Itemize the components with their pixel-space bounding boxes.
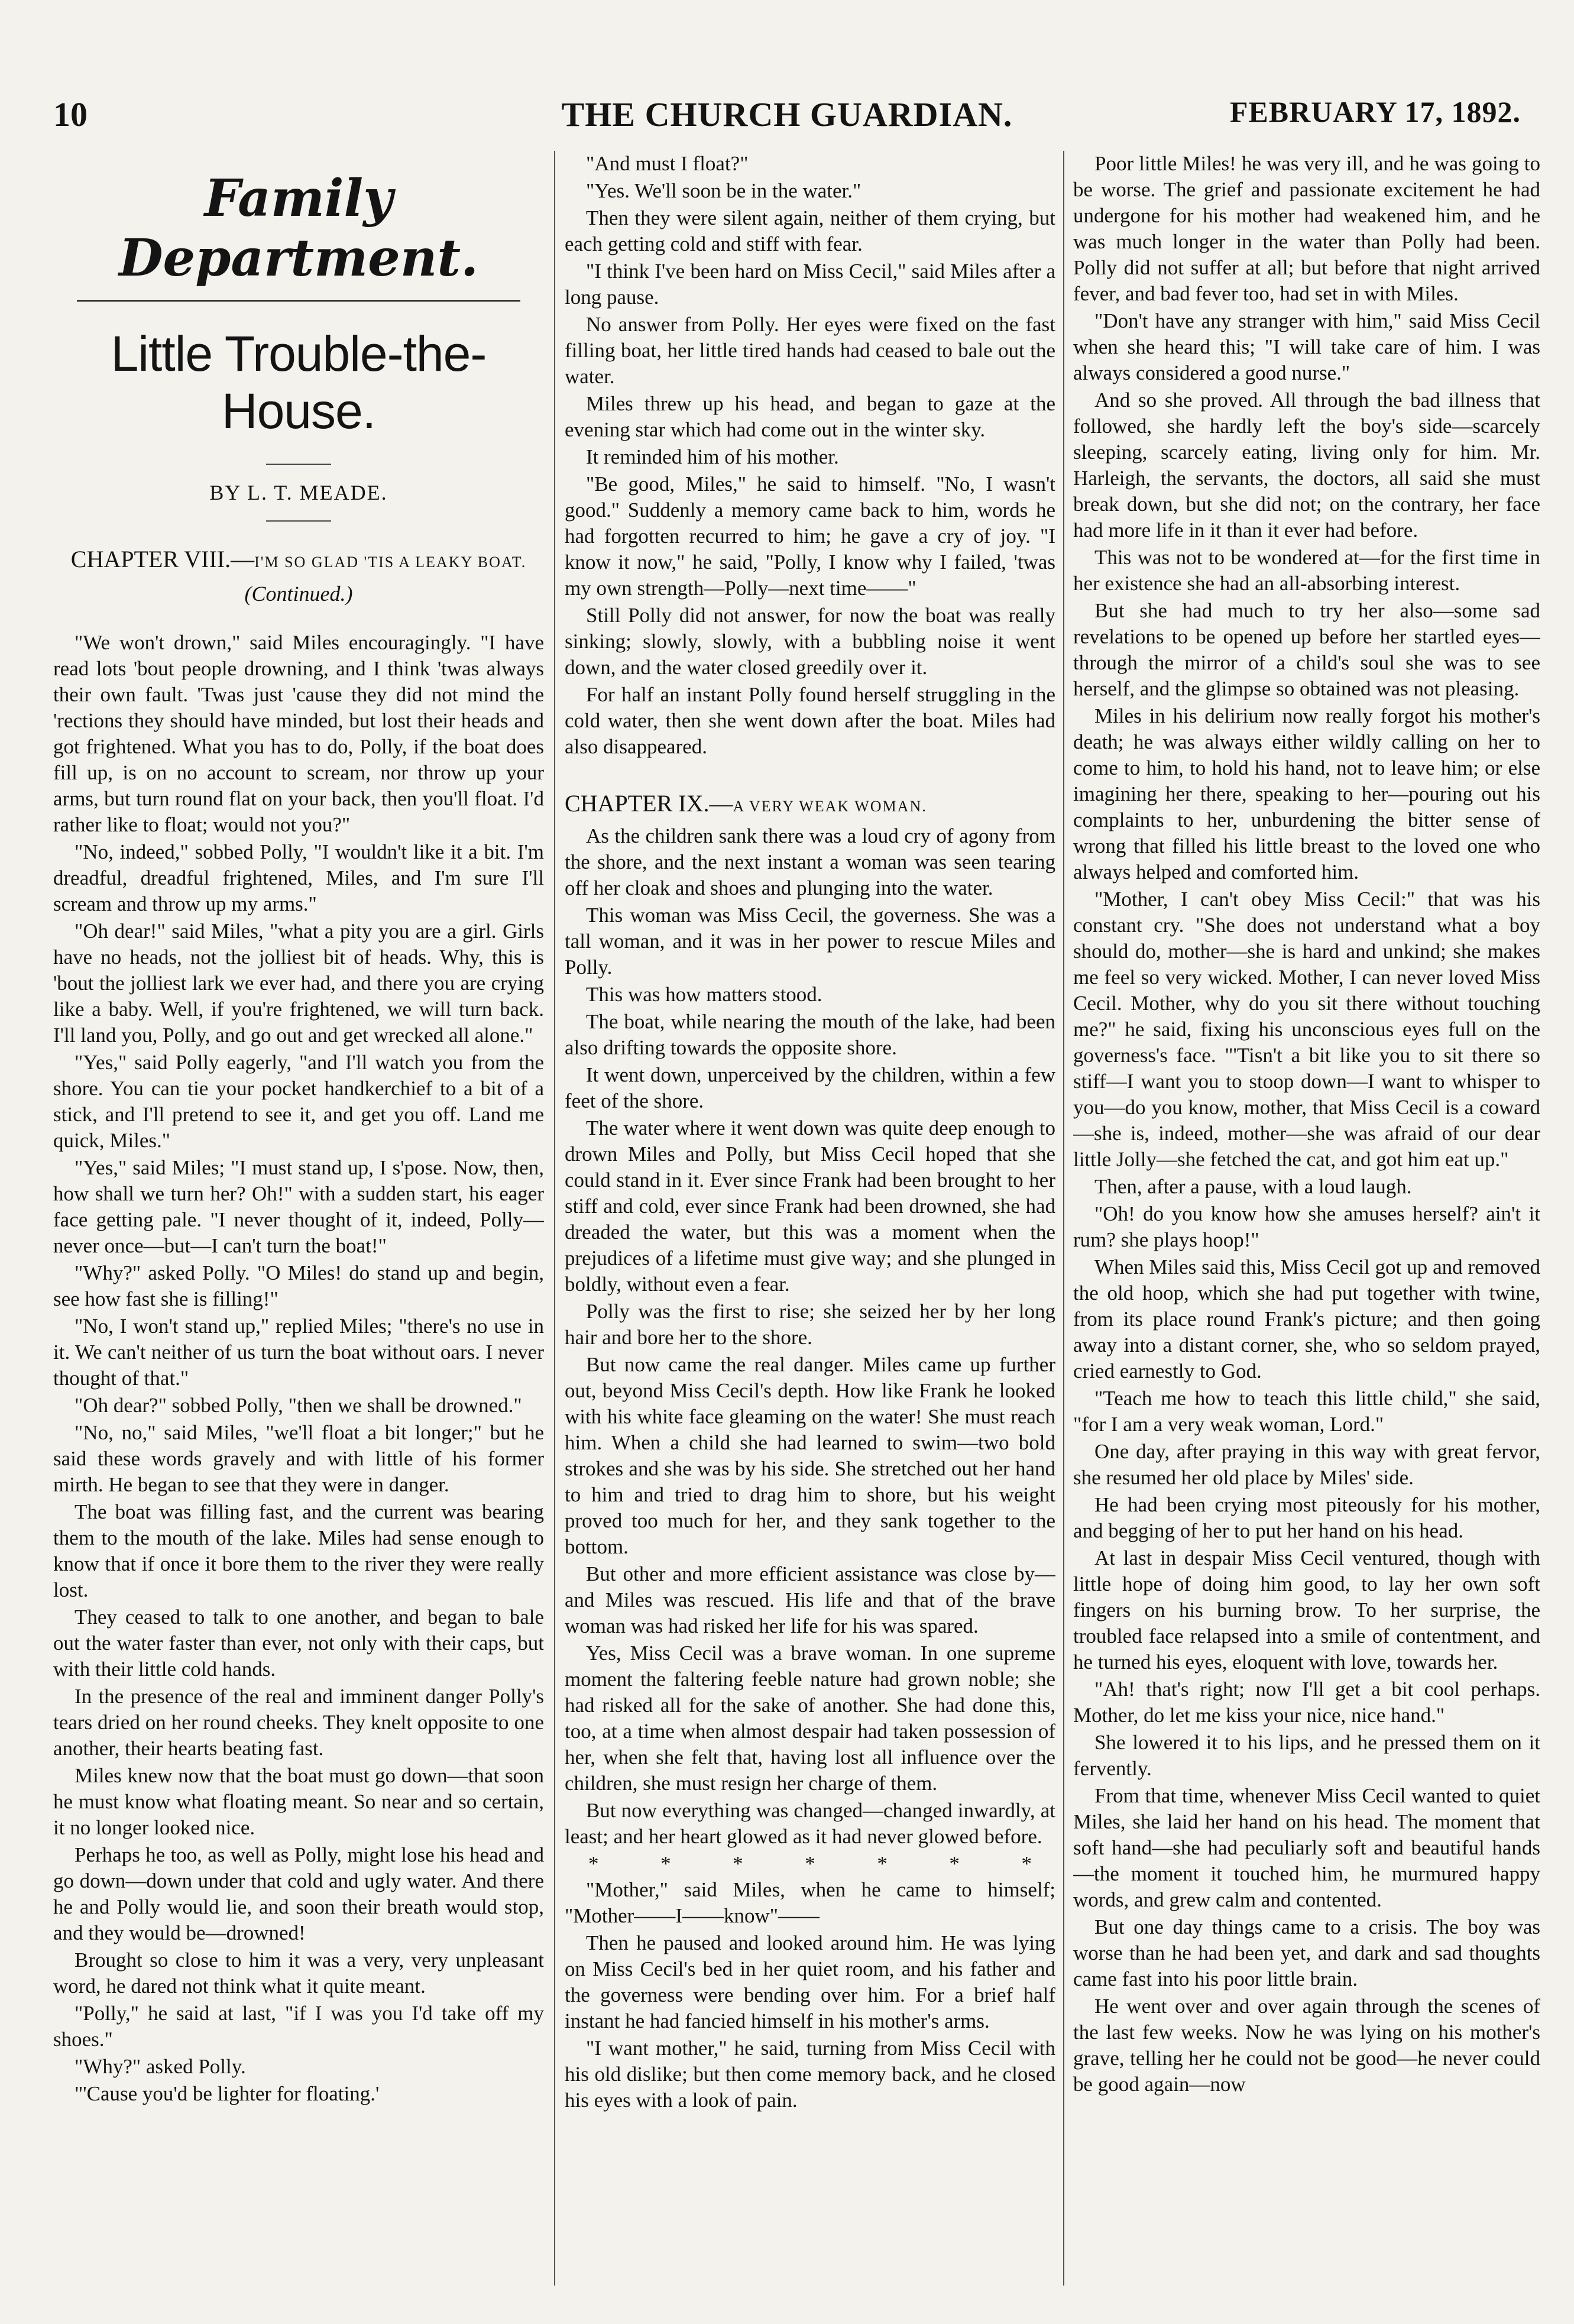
paragraph: "Ah! that's right; now I'll get a bit cool perhaps. Mother, do let me kiss your nice, nice hand." <box>1073 1678 1540 1727</box>
paragraph: Yes, Miss Cecil was a brave woman. In one supreme moment the faltering feeble nature had grown noble; she had risked all for the sake of another. She had done this, too, at a time when almost despair had taken possession of her, when she felt that, having lost all influence over the children, she must resign her charge of them. <box>565 1642 1055 1795</box>
paragraph: "Oh dear?" sobbed Polly, "then we shall be drowned." <box>75 1394 522 1417</box>
paragraph: But one day things came to a crisis. The boy was worse than he had been yet, and dark and sad thoughts came fast into his poor little brain. <box>1073 1915 1540 1990</box>
paragraph: "Don't have any stranger with him," said Miss Cecil when she heard this; "I will take care of him. I was always considered a good nurse." <box>1073 309 1540 384</box>
paragraph: Miles knew now that the boat must go down—that soon he must know what floating meant. So near and so certain, it no longer looked nice. <box>53 1764 544 1839</box>
paragraph: "I want mother," he said, turning from Miss Cecil with his old dislike; but then come memory back, and he closed his eyes with a look of pain. <box>565 2037 1055 2112</box>
column-rule <box>554 151 555 2286</box>
page-header <box>53 95 1521 142</box>
paragraph: "And must I float?" <box>586 152 749 175</box>
continued-note: (Continued.) <box>244 582 353 606</box>
paragraph-list <box>565 823 1055 1850</box>
paragraph: Miles in his delirium now really forgot his mother's death; he was always either wildly calling on her to come to him, to hold his hand, not to leave him; or else imagining her there, speaking to her—pouring out his complaints to her, unburdening the bitter sense of wrong that filled his little breast to the loved one who always helped and comforted him. <box>1073 704 1540 883</box>
section-break <box>565 1851 1055 1877</box>
paragraph: Polly was the first to rise; she seized her by her long hair and bore her to the shore. <box>565 1300 1055 1349</box>
paragraph: "Why?" asked Polly. <box>75 2055 246 2078</box>
paragraph: "No, indeed," sobbed Polly, "I wouldn't like it a bit. I'm dreadful, dreadful frightened, Miles, and I'm sure I'll scream and throw up my arms." <box>53 840 544 915</box>
paragraph: Then they were silent again, neither of them crying, but each getting cold and stiff with fear. <box>565 206 1055 255</box>
byline: BY L. T. MEADE. <box>209 481 388 504</box>
paragraph: But now everything was changed—changed inwardly, at least; and her heart glowed as it had never glowed before. <box>565 1799 1055 1848</box>
paragraph: "Polly," he said at last, "if I was you I'd take off my shoes." <box>53 2002 544 2051</box>
paragraph: "I think I've been hard on Miss Cecil," said Miles after a long pause. <box>565 260 1055 309</box>
divider <box>266 520 331 522</box>
paragraph: But other and more efficient assistance was close by—and Miles was rescued. His life and that of the brave woman was had risked her life for his was spared. <box>565 1562 1055 1637</box>
paragraph: It went down, unperceived by the children, within a few feet of the shore. <box>565 1063 1055 1112</box>
paragraph-list <box>1073 151 1540 2098</box>
star: * <box>1021 1852 1032 1875</box>
divider <box>266 464 331 465</box>
paragraph: The boat was filling fast, and the current was bearing them to the mouth of the lake. Miles had sense enough to know that if once it bore them to the river they were really lost. <box>53 1500 544 1601</box>
paragraph: "We won't drown," said Miles encouragingly. "I have read lots 'bout people drowning, and I think 'twas always their own fault. 'Twas just 'cause they did not mind the 'rections they should have minded, but lost their heads and got frightened. What you has to do, Polly, if the boat does fill up, is on no account to scream, nor throw up your arms, but turn round flat on your back, then you'll float. I'd rather like to float; would not you?" <box>53 631 544 836</box>
paragraph: Still Polly did not answer, for now the boat was really sinking; slowly, slowly, with a bubbling noise it went down, and the water closed greedily over it. <box>565 604 1055 679</box>
star: * <box>805 1852 815 1875</box>
chapter-heading <box>565 789 1055 817</box>
paragraph: One day, after praying in this way with great fervor, she resumed her old place by Miles' side. <box>1073 1440 1540 1489</box>
paragraph-list <box>565 151 1055 760</box>
chapter-label: CHAPTER VIII.— <box>70 546 255 572</box>
paragraph: "Yes. We'll soon be in the water." <box>586 179 862 202</box>
paragraph: They ceased to talk to one another, and began to bale out the water faster than ever, not only with their caps, but with their little cold hands. <box>53 1606 544 1681</box>
paragraph: "Yes," said Miles; "I must stand up, I s'pose. Now, then, how shall we turn her? Oh!" with a sudden start, his eager face getting pale. "I never thought of it, indeed, Polly—never once—but—I can't turn the boat!" <box>53 1156 544 1257</box>
paragraph: When Miles said this, Miss Cecil got up and removed the old hoop, which she had put together with twine, from its place round Frank's picture; and then going away into a distant corner, she, who so seldom prayed, cried earnestly to God. <box>1073 1255 1540 1383</box>
paragraph: Poor little Miles! he was very ill, and he was going to be worse. The grief and passionate excitement he had undergone for his mother had weakened him, and he was much longer in the water than Polly had been. Polly did not suffer at all; but before that night arrived fever, and bad fever too, had set in with Miles. <box>1073 152 1540 305</box>
paragraph: Brought so close to him it was a very, very unpleasant word, he dared not think what it quite meant. <box>53 1948 544 1998</box>
column-rule <box>1063 151 1064 2286</box>
paragraph: "Teach me how to teach this little child," she said, "for I am a very weak woman, Lord." <box>1073 1387 1540 1436</box>
paragraph: "No, I won't stand up," replied Miles; "there's no use in it. We can't neither of us turn the boat without oars. I never thought of that." <box>53 1315 544 1390</box>
paragraph-list <box>53 630 544 2107</box>
star: * <box>733 1852 743 1875</box>
paragraph: Perhaps he too, as well as Polly, might lose his head and go down—down under that cold and ugly water. And there he and Polly would lie, and soon their breath would stop, and they would be—drowned! <box>53 1843 544 1944</box>
paragraph: Miles threw up his head, and began to gaze at the evening star which had come out in the winter sky. <box>565 392 1055 441</box>
paragraph: "Be good, Miles," he said to himself. "No, I wasn't good." Suddenly a memory came back to him, words he had forgotten recurred to him; he gave a cry of joy. "I know it now," he said, "Polly, I know why I failed, 'twas my own strength—Polly—next time——" <box>565 472 1055 600</box>
paragraph: For half an instant Polly found herself struggling in the cold water, then she went down after the boat. Miles had also disappeared. <box>565 683 1055 758</box>
paragraph: From that time, whenever Miss Cecil wanted to quiet Miles, she laid her hand on his head. The moment that soft hand—she had peculiarly soft and beautiful hands—the moment it touched him, he murmured happy words, and grew calm and contented. <box>1073 1784 1540 1911</box>
paragraph: But she had much to try her also—some sad revelations to be opened up before her startled eyes—through the mirror of a child's soul she was to see herself, and the glimpse so obtained was not pleasing. <box>1073 599 1540 700</box>
page-number: 10 <box>53 95 88 134</box>
paragraph: And so she proved. All through the bad illness that followed, she hardly left the boy's side—scarcely sleeping, scarcely eating, living only for him. Mr. Harleigh, the servants, the doctors, all said she must break down, but she did not; on the contrary, her face had more life in it than it ever had before. <box>1073 389 1540 542</box>
paragraph: He went over and over again through the scenes of the last few weeks. Now he was lying on his mother's grave, telling her he could not be good—he never could be good again—now <box>1073 1995 1540 2096</box>
column-1 <box>53 151 544 2286</box>
paragraph: But now came the real danger. Miles came up further out, beyond Miss Cecil's depth. How like Frank he looked with his white face gleaming on the water! She must reach him. When a child she had learned to swim—two bold strokes and she was by his side. She stretched out her hand to him and tried to drag him to shore, but his weight proved too much for her, and they sank together to the bottom. <box>565 1353 1055 1558</box>
star: * <box>877 1852 888 1875</box>
column-3 <box>1073 151 1540 2286</box>
paragraph: This woman was Miss Cecil, the governess. She was a tall woman, and it was in her power to rescue Miles and Polly. <box>565 904 1055 979</box>
paragraph: He had been crying most piteously for his mother, and begging of her to put her hand on his head. <box>1073 1493 1540 1542</box>
chapter-subtitle: A VERY WEAK WOMAN. <box>733 798 927 815</box>
department-heading: Family Department. <box>118 169 479 288</box>
chapter-subtitle: I'M SO GLAD 'TIS A LEAKY BOAT. <box>254 554 527 571</box>
star: * <box>949 1852 960 1875</box>
paragraph: This was how matters stood. <box>586 983 822 1006</box>
paragraph: In the presence of the real and imminent danger Polly's tears dried on her round cheeks. They knelt opposite to one another, their hearts beating fast. <box>53 1685 544 1760</box>
chapter-heading <box>53 545 544 573</box>
star: * <box>660 1852 671 1875</box>
divider <box>77 300 520 302</box>
story-title: Little Trouble-the-House. <box>111 326 487 439</box>
paragraph: Then he paused and looked around him. He was lying on Miss Cecil's bed in her quiet room, and his father and the governess were bending over him. For a brief half instant he had fancied himself in his mother's arms. <box>565 1931 1055 2032</box>
paragraph: "Oh! do you know how she amuses herself? ain't it rum? she plays hoop!" <box>1073 1202 1540 1251</box>
star: * <box>588 1852 599 1875</box>
paragraph: "No, no," said Miles, "we'll float a bit longer;" but he said these words gravely and with little of his former mirth. He began to see that they were in danger. <box>53 1421 544 1496</box>
paragraph: "Oh dear!" said Miles, "what a pity you are a girl. Girls have no heads, not the jolliest bit of heads. Why, this is 'bout the jolliest lark we ever had, and there you are crying like a baby. Well, if you're frightened, we will turn back. I'll land you, Polly, and go out and get wrecked all alone." <box>53 920 544 1047</box>
publication-title: THE CHURCH GUARDIAN. <box>561 95 1013 134</box>
paragraph: The water where it went down was quite deep enough to drown Miles and Polly, but Miss Cecil hoped that she could stand in it. Ever since Frank had been brought to her stiff and cold, ever since Frank had been drowned, she had dreaded the water, but this was a moment when the prejudices of a lifetime must give way; and she plunged in boldly, without even a fear. <box>565 1116 1055 1296</box>
paragraph: As the children sank there was a loud cry of agony from the shore, and the next instant a woman was seen tearing off her cloak and shoes and plunging into the water. <box>565 824 1055 899</box>
paragraph: "Yes," said Polly eagerly, "and I'll watch you from the shore. You can tie your pocket handkerchief to a bit of a stick, and I'll pretend to see it, and get you off. Land me quick, Miles." <box>53 1051 544 1152</box>
paragraph: "Why?" asked Polly. "O Miles! do stand up and begin, see how fast she is filling!" <box>53 1261 544 1310</box>
paragraph: No answer from Polly. Her eyes were fixed on the fast filling boat, her little tired hands had ceased to bale out the water. <box>565 313 1055 388</box>
paragraph: She lowered it to his lips, and he pressed them on it fervently. <box>1073 1731 1540 1780</box>
column-2 <box>565 151 1055 2286</box>
paragraph: The boat, while nearing the mouth of the lake, had been also drifting towards the opposite shore. <box>565 1010 1055 1059</box>
paragraph: It reminded him of his mother. <box>586 445 839 468</box>
paragraph: "Mother, I can't obey Miss Cecil:" that was his constant cry. "She does not understand what a boy should do, mother—she is hard and unkind; she makes me feel so very wicked. Mother, I can never loved Miss Cecil. Mother, why do you sit there without touching me?" he said, fixing his unconscious eyes full on the governess's face. "'Tisn't a bit like you to sit there so stiff—I want you to stoop down—I want to whisper to you—do you know, mother, that Miss Cecil is a coward—she is, indeed, mother—she was afraid of our dear little Jolly—she fetched the cat, and got him eat up." <box>1073 888 1540 1171</box>
paragraph: "Mother," said Miles, when he came to himself; "Mother——I——know"—— <box>565 1878 1055 1927</box>
paragraph-list <box>565 1877 1055 2113</box>
paragraph: "'Cause you'd be lighter for floating.' <box>75 2082 380 2105</box>
paragraph: This was not to be wondered at—for the first time in her existence she had an all-absorbing interest. <box>1073 546 1540 595</box>
chapter-label: CHAPTER IX.— <box>565 790 733 817</box>
paragraph: Then, after a pause, with a loud laugh. <box>1094 1175 1412 1198</box>
paragraph: At last in despair Miss Cecil ventured, though with little hope of doing him good, to lay her own soft fingers on his burning brow. To her surprise, the troubled face relapsed into a smile of contentment, and he turned his eyes, eloquent with love, towards her. <box>1073 1546 1540 1674</box>
issue-date: FEBRUARY 17, 1892. <box>1229 95 1521 128</box>
